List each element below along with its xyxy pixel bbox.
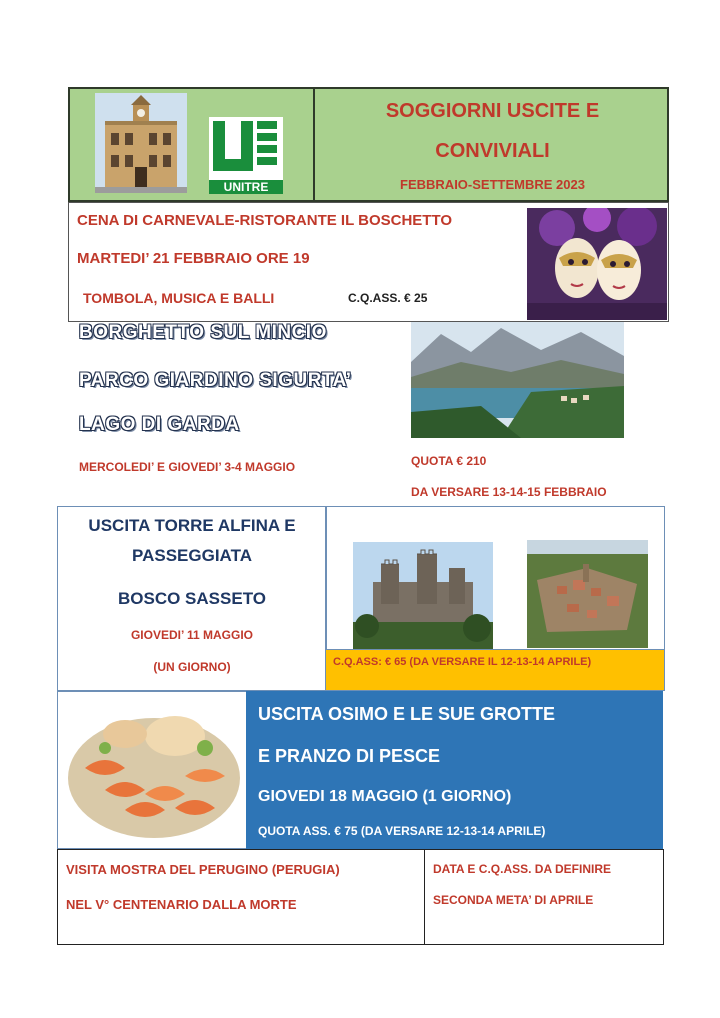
torre-alfina-title-line3: BOSCO SASSETO bbox=[118, 589, 266, 608]
page-title-line2: CONVIVIALI bbox=[435, 140, 550, 162]
trip-sigurta-title: PARCO GIARDINO SIGURTA’ bbox=[79, 370, 352, 391]
osimo-price: QUOTA ASS. € 75 (DA VERSARE 12-13-14 APRILE) bbox=[258, 824, 546, 838]
castle-photo bbox=[353, 542, 493, 649]
perugino-subtitle: NEL V° CENTENARIO DALLA MORTE bbox=[66, 897, 297, 912]
carnevale-date: MARTEDI’ 21 FEBBRAIO ORE 19 bbox=[77, 250, 310, 267]
carnevale-activities: TOMBOLA, MUSICA E BALLI bbox=[83, 290, 275, 306]
carnival-masks-photo bbox=[527, 208, 667, 320]
carnevale-title: CENA DI CARNEVALE-RISTORANTE IL BOSCHETTO bbox=[77, 212, 453, 229]
perugino-date-note: SECONDA META’ DI APRILE bbox=[433, 893, 594, 907]
torre-alfina-duration: (UN GIORNO) bbox=[153, 660, 231, 674]
seafood-platter-photo bbox=[65, 698, 243, 846]
borghetto-date: MERCOLEDI’ E GIOVEDI’ 3-4 MAGGIO bbox=[79, 460, 296, 474]
borghetto-payment-dates: DA VERSARE 13-14-15 FEBBRAIO bbox=[411, 485, 607, 499]
torre-alfina-price: C.Q.ASS: € 65 (DA VERSARE IL 12-13-14 APRILE) bbox=[333, 656, 592, 668]
carnevale-price: C.Q.ASS. € 25 bbox=[348, 291, 428, 305]
lake-garda-photo bbox=[411, 322, 624, 438]
torre-alfina-date: GIOVEDI’ 11 MAGGIO bbox=[130, 628, 254, 642]
perugino-title: VISITA MOSTRA DEL PERUGINO (PERUGIA) bbox=[66, 862, 340, 877]
village-aerial-photo bbox=[527, 540, 648, 648]
osimo-title-line1: USCITA OSIMO E LE SUE GROTTE bbox=[258, 704, 556, 724]
trip-garda-title: LAGO DI GARDA bbox=[79, 414, 240, 435]
page-title-line1: SOGGIORNI USCITE E bbox=[385, 100, 600, 122]
osimo-date: GIOVEDI 18 MAGGIO (1 GIORNO) bbox=[258, 788, 512, 805]
trip-borghetto-title: BORGHETTO SUL MINCIO bbox=[79, 322, 327, 343]
town-hall-photo bbox=[95, 93, 187, 193]
perugino-price-note: DATA E C.Q.ASS. DA DEFINIRE bbox=[433, 862, 612, 876]
page-subtitle: FEBBRAIO-SETTEMBRE 2023 bbox=[400, 177, 585, 192]
borghetto-quota: QUOTA € 210 bbox=[411, 454, 487, 468]
torre-alfina-title-line2: PASSEGGIATA bbox=[132, 546, 252, 565]
torre-alfina-title-line1: USCITA TORRE ALFINA E bbox=[88, 516, 296, 535]
osimo-title-line2: E PRANZO DI PESCE bbox=[258, 746, 441, 766]
unitre-logo-text: UNITRE bbox=[209, 180, 283, 194]
